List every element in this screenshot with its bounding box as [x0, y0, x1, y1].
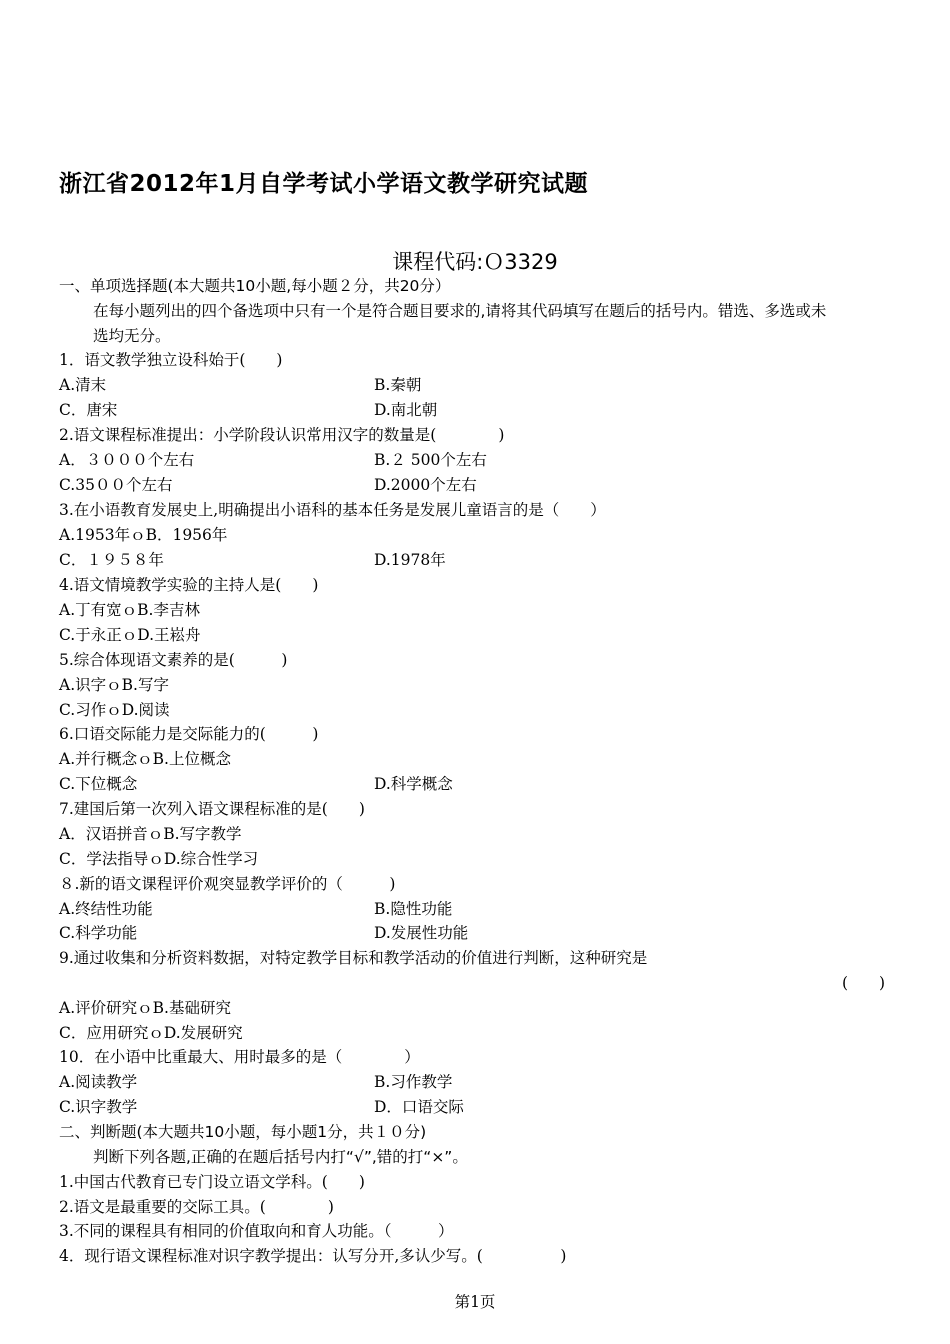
section2-instructions: 判断下列各题,正确的在题后括号内打“√”,错的打“×”。	[93, 1148, 468, 1166]
q7-options-ab: A．汉语拼音ｏB.写字教学	[59, 825, 242, 843]
judgment-1: 1.中国古代教育已专门设立语文学科。( )	[59, 1173, 365, 1191]
q8-option-a: A.终结性功能	[59, 900, 153, 918]
q8-option-c: C.科学功能	[59, 924, 138, 942]
q6-option-c: C.下位概念	[59, 775, 138, 793]
q10-option-a: A.阅读教学	[59, 1073, 138, 1091]
q10-option-b: B.习作教学	[374, 1073, 453, 1091]
q4-options-ab: A.丁有宽ｏB.李吉林	[59, 601, 200, 619]
q7-options-cd: C．学法指导ｏD.综合性学习	[59, 850, 259, 868]
question-7: 7.建国后第一次列入语文课程标准的是( )	[59, 800, 365, 818]
question-10: 10．在小语中比重最大、用时最多的是（ ）	[59, 1048, 420, 1066]
q8-option-d: D.发展性功能	[374, 924, 469, 942]
q1-option-b: B.秦朝	[374, 376, 422, 394]
q4-options-cd: C.于永正ｏD.王崧舟	[59, 626, 201, 644]
question-4: 4.语文情境教学实验的主持人是( )	[59, 576, 319, 594]
question-9: 9.通过收集和分析资料数据，对特定教学目标和教学活动的价值进行判断，这种研究是	[59, 949, 648, 967]
section2-heading: 二、判断题(本大题共10小题，每小题1分，共１０分)	[59, 1123, 427, 1141]
judgment-3: 3.不同的课程具有相同的价值取向和育人功能。（ ）	[59, 1222, 454, 1240]
judgment-4: 4．现行语文课程标准对识字教学提出：认写分开,多认少写。( )	[59, 1247, 567, 1265]
question-3: 3.在小语教育发展史上,明确提出小语科的基本任务是发展儿童语言的是（ ）	[59, 501, 606, 519]
exam-title: 浙江省2012年1月自学考试小学语文教学研究试题	[59, 171, 589, 197]
q2-option-a: A．３０００个左右	[59, 451, 195, 469]
q3-option-c: C．１９５８年	[59, 551, 164, 569]
q6-options-ab: A.并行概念ｏB.上位概念	[59, 750, 231, 768]
course-code: 课程代码:Ｏ3329	[392, 250, 558, 274]
question-6: 6.口语交际能力是交际能力的( )	[59, 725, 319, 743]
judgment-2: 2.语文是最重要的交际工具。( )	[59, 1198, 334, 1216]
q5-options-cd: C.习作ｏD.阅读	[59, 701, 170, 719]
q2-option-c: C.35００个左右	[59, 476, 173, 494]
q8-option-b: B.隐性功能	[374, 900, 453, 918]
q6-option-d: D.科学概念	[374, 775, 453, 793]
q2-option-b: B.２ 500个左右	[374, 451, 487, 469]
q1-option-c: C．唐宋	[59, 401, 118, 419]
question-5: 5.综合体现语文素养的是( )	[59, 651, 288, 669]
q1-option-a: A.清末	[59, 376, 107, 394]
page-number: 第1页	[454, 1293, 496, 1311]
question-2: 2.语文课程标准提出：小学阶段认识常用汉字的数量是( )	[59, 426, 505, 444]
q9-answer-paren: ( )	[842, 974, 886, 992]
section1-heading: 一、单项选择题(本大题共10小题,每小题２分，共20分）	[59, 277, 451, 295]
section1-instructions-cont: 选均无分。	[93, 327, 171, 345]
q3-option-d: D.1978年	[374, 551, 446, 569]
q9-options-ab: A.评价研究ｏB.基础研究	[59, 999, 231, 1017]
question-8: ８.新的语文课程评价观突显教学评价的（ )	[59, 875, 396, 893]
q10-option-c: C.识字教学	[59, 1098, 138, 1116]
question-1: 1．语文教学独立设科始于( )	[59, 351, 283, 369]
q10-option-d: D．口语交际	[374, 1098, 464, 1116]
q9-options-cd: C．应用研究ｏD.发展研究	[59, 1024, 243, 1042]
q3-options-ab: A.1953年ｏB．1956年	[59, 526, 228, 544]
section1-instructions: 在每小题列出的四个备选项中只有一个是符合题目要求的,请将其代码填写在题后的括号内。错选、多选或未	[93, 302, 827, 320]
q5-options-ab: A.识字ｏB.写字	[59, 676, 169, 694]
q1-option-d: D.南北朝	[374, 401, 438, 419]
q2-option-d: D.2000个左右	[374, 476, 477, 494]
